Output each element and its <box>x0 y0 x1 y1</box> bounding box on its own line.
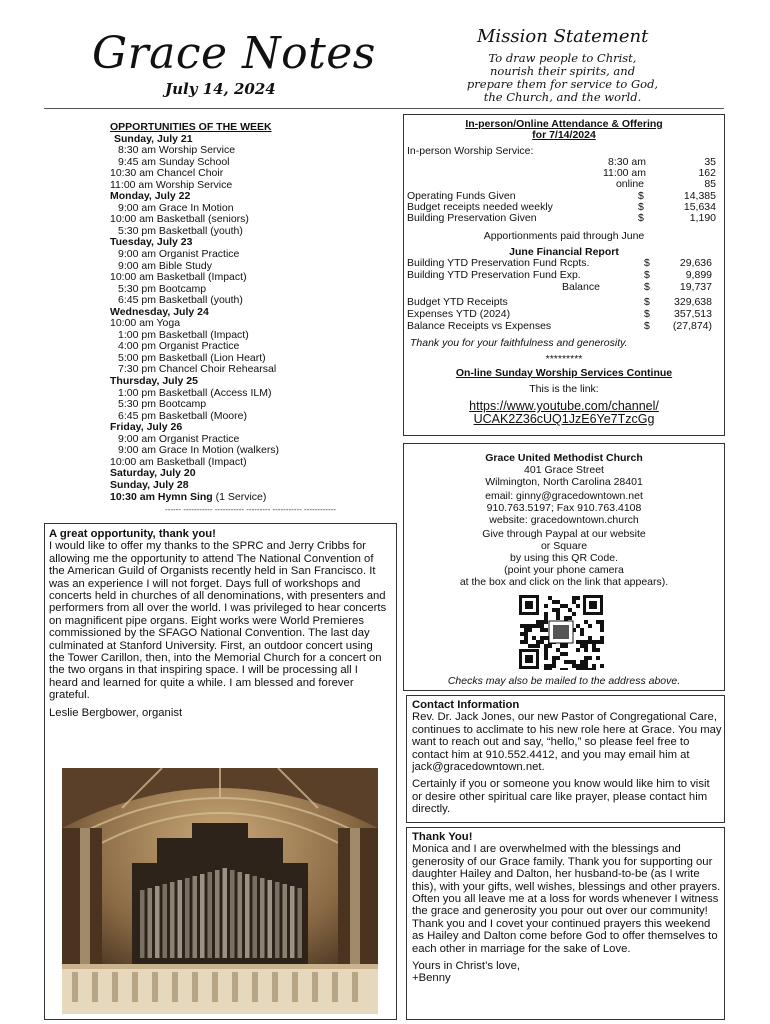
thank-you-box <box>406 827 725 1020</box>
hymn-sing-time: 10:30 am Hymn Sing <box>110 490 213 503</box>
building-currency: $ <box>644 281 650 293</box>
giving-text: by using this QR Code. <box>510 552 618 564</box>
online-worship-title: On-line Sunday Worship Services Continue <box>455 367 673 379</box>
issue-date: July 14, 2024 <box>165 80 276 98</box>
giving-text: or Square <box>540 540 588 552</box>
pastor-body: Certainly if you or someone you know would like him to visit or desire other spiritual care like prayer, please contact him directly. <box>412 778 710 816</box>
schedule-item: 9:00 am Grace In Motion (walkers) <box>118 444 280 457</box>
schedule-day: Wednesday, July 24 <box>110 305 209 318</box>
attendance-title: In-person/Online Attendance & Offering <box>465 118 663 130</box>
budget-currency: $ <box>644 308 650 320</box>
opportunities-list <box>110 122 340 503</box>
church-phone: 910.763.5197; Fax 910.763.4108 <box>486 502 642 514</box>
fund-currency: $ <box>638 190 644 202</box>
schedule-item: 4:00 pm Organist Practice <box>118 340 240 353</box>
service-count: 162 <box>698 167 716 179</box>
checks-note: Checks may also be mailed to the address above. <box>447 675 681 687</box>
church-website: website: gracedowntown.church <box>489 514 639 526</box>
budget-label: Balance Receipts vs Expenses <box>407 320 552 332</box>
thank-you-note: Thank you for your faithfulness and generosity. <box>410 337 628 349</box>
schedule-item: 10:30 am Chancel Choir <box>110 167 224 180</box>
mission-line: To draw people to Christ, <box>488 51 637 65</box>
service-label: 11:00 am <box>603 167 646 179</box>
link-intro: This is the link: <box>529 383 599 395</box>
mission-title: Mission Statement <box>477 26 649 47</box>
fund-label: Operating Funds Given <box>407 190 516 202</box>
building-label: Building YTD Preservation Fund Exp. <box>407 269 581 281</box>
service-count: 85 <box>704 178 716 190</box>
schedule-item: 10:00 am Basketball (Impact) <box>110 271 247 284</box>
article-heading: A great opportunity, thank you! <box>49 528 216 540</box>
giving-text: (point your phone camera <box>504 564 624 576</box>
star-divider: ********* <box>545 353 583 365</box>
building-value: 19,737 <box>679 281 712 293</box>
schedule-item: 9:00 am Organist Practice <box>118 432 240 445</box>
fund-label: Building Preservation Given <box>407 212 537 224</box>
header-divider <box>44 108 724 109</box>
church-name: Grace United Methodist Church <box>485 452 643 464</box>
fund-value: 14,385 <box>683 190 716 202</box>
youtube-link-line1[interactable]: https://www.youtube.com/channel/ <box>469 399 659 413</box>
schedule-item: 9:00 am Organist Practice <box>118 248 240 261</box>
apportionments-note: Apportionments paid through June <box>483 230 645 242</box>
church-address-line: Wilmington, North Carolina 28401 <box>485 476 643 488</box>
schedule-item: 11:00 am Worship Service <box>110 178 233 191</box>
building-value: 29,636 <box>679 257 712 269</box>
building-value: 9,899 <box>685 269 712 281</box>
fund-value: 1,190 <box>689 212 716 224</box>
building-label: Building YTD Preservation Fund Rcpts. <box>407 257 590 269</box>
attendance-date: for 7/14/2024 <box>532 129 596 141</box>
service-label: 8:30 am <box>608 156 646 168</box>
thank-you-body: Monica and I are overwhelmed with the blessings and generosity of our Grace family. Thank you for supporting our daughter Hailey and Dalton, her husband-to-be (as I write this), with your gifts, well wishes, blessings and other prayers. Often you all leave me at a loss for words whenever I witness the grace and generosity you pour out over our community! Thank you and I covet your continued prayers this weekend as Hailey and Dalton come before God to offer themselves to each other in marriage for the sake of Love. <box>412 843 721 955</box>
schedule-day: Tuesday, July 23 <box>110 236 193 249</box>
schedule-item: 10:00 am Yoga <box>110 317 181 330</box>
dotted-divider: ------ ----------- ----------- --------- ----------- ------------ <box>165 505 336 514</box>
schedule-item: 10:00 am Basketball (Impact) <box>110 455 247 468</box>
fund-currency: $ <box>638 212 644 224</box>
budget-label: Budget YTD Receipts <box>407 296 508 308</box>
pastor-body: Rev. Dr. Jack Jones, our new Pastor of Congregational Care, continues to acclimate to his new role here at Grace. You may want to reach out and say, “hello,” so please feel free to contact him at 910.552.4412, and you may email him at jack@gracedowntown.net. <box>412 711 722 774</box>
budget-currency: $ <box>644 296 650 308</box>
church-contact-box <box>403 443 725 691</box>
schedule-item: 6:45 pm Basketball (Moore) <box>118 409 247 422</box>
building-currency: $ <box>644 257 650 269</box>
schedule-item: 6:45 pm Basketball (youth) <box>118 294 243 307</box>
church-email: email: ginny@gracedowntown.net <box>485 490 643 502</box>
church-organ-photo <box>62 768 378 1014</box>
schedule-item: 8:30 am Worship Service <box>118 144 236 157</box>
schedule-day: Thursday, July 25 <box>110 375 198 388</box>
fund-value: 15,634 <box>683 201 716 213</box>
budget-value: (27,874) <box>672 320 712 332</box>
pastor-contact-box <box>406 695 725 823</box>
article-signature: Leslie Bergbower, organist <box>49 706 183 719</box>
mission-line: nourish their spirits, and <box>489 64 636 78</box>
schedule-item: 5:30 pm Bootcamp <box>118 282 207 295</box>
schedule-item: 5:30 pm Basketball (youth) <box>118 224 243 237</box>
june-report-title: June Financial Report <box>509 246 619 258</box>
fund-currency: $ <box>638 201 644 213</box>
newsletter-title: Grace Notes <box>92 28 376 79</box>
qr-code-image[interactable] <box>518 594 604 670</box>
mission-statement <box>455 52 670 104</box>
schedule-item: 9:00 am Bible Study <box>118 259 212 272</box>
church-address-line: 401 Grace Street <box>524 464 604 476</box>
mission-line: prepare them for service to God, <box>466 77 659 91</box>
mission-line: the Church, and the world. <box>483 90 642 104</box>
schedule-item: 9:45 am Sunday School <box>118 155 230 168</box>
schedule-item: 1:00 pm Basketball (Access ILM) <box>118 386 272 399</box>
service-label: online <box>615 178 644 190</box>
hymn-sing-line <box>110 492 340 504</box>
giving-text: at the box and click on the link that appears). <box>459 576 669 588</box>
schedule-item: 7:30 pm Chancel Choir Rehearsal <box>118 363 277 376</box>
budget-value: 329,638 <box>674 296 712 308</box>
building-currency: $ <box>644 269 650 281</box>
schedule-day: Sunday, July 28 <box>110 478 189 491</box>
schedule-item: 5:30 pm Bootcamp <box>118 398 207 411</box>
budget-currency: $ <box>644 320 650 332</box>
opportunities-lines <box>110 134 340 492</box>
service-count: 35 <box>704 156 716 168</box>
worship-label: In-person Worship Service: <box>407 145 534 157</box>
schedule-day: Sunday, July 21 <box>114 132 193 145</box>
hymn-sing-note: (1 Service) <box>212 490 267 503</box>
schedule-item: 5:00 pm Basketball (Lion Heart) <box>118 351 266 364</box>
schedule-day: Monday, July 22 <box>110 190 191 203</box>
schedule-item: 10:00 am Basketball (seniors) <box>110 213 249 226</box>
pastor-heading: Contact Information <box>412 699 520 711</box>
thank-you-closing: Yours in Christ’s love, <box>412 960 520 973</box>
building-label: Balance <box>562 281 600 293</box>
budget-label: Expenses YTD (2024) <box>407 308 511 320</box>
thank-you-heading: Thank You! <box>412 831 473 843</box>
schedule-item: 1:00 pm Basketball (Impact) <box>118 328 249 341</box>
schedule-item: 9:00 am Grace In Motion <box>118 201 234 214</box>
thank-you-signature: +Benny <box>412 972 451 985</box>
budget-value: 357,513 <box>674 308 712 320</box>
youtube-link-line2[interactable]: UCAK2Z36cUQ1JzE6Ye7TzcGg <box>473 412 655 426</box>
fund-label: Budget receipts needed weekly <box>407 201 553 213</box>
opportunities-title: OPPORTUNITIES OF THE WEEK <box>110 121 272 133</box>
article-body: I would like to offer my thanks to the SPRC and Jerry Cribbs for allowing me the opportunity to attend The National Convention of the American Guild of Organists recently held in San Francisco. It was an experience I will not forget. Days full of workshops and concerts held in churches of all denominations, with presenters and performers from all over the world. I was privileged to hear concerts on magnificent pipe organs. Eight works were World Premieres commissioned by the SFAGO National Convention. The last day culminated at Stanford University. First, an outdoor concert using the Tower Carillon, then, into the Memorial Church for a concert on the two organs in that inspiring space. I will be processing all I heard and learned for quite a while. I am blessed and forever grateful. <box>49 540 387 702</box>
giving-text: Give through Paypal at our website <box>482 528 646 540</box>
attendance-offering-box <box>403 114 725 436</box>
schedule-day: Saturday, July 20 <box>110 467 196 480</box>
schedule-day: Friday, July 26 <box>110 421 183 434</box>
